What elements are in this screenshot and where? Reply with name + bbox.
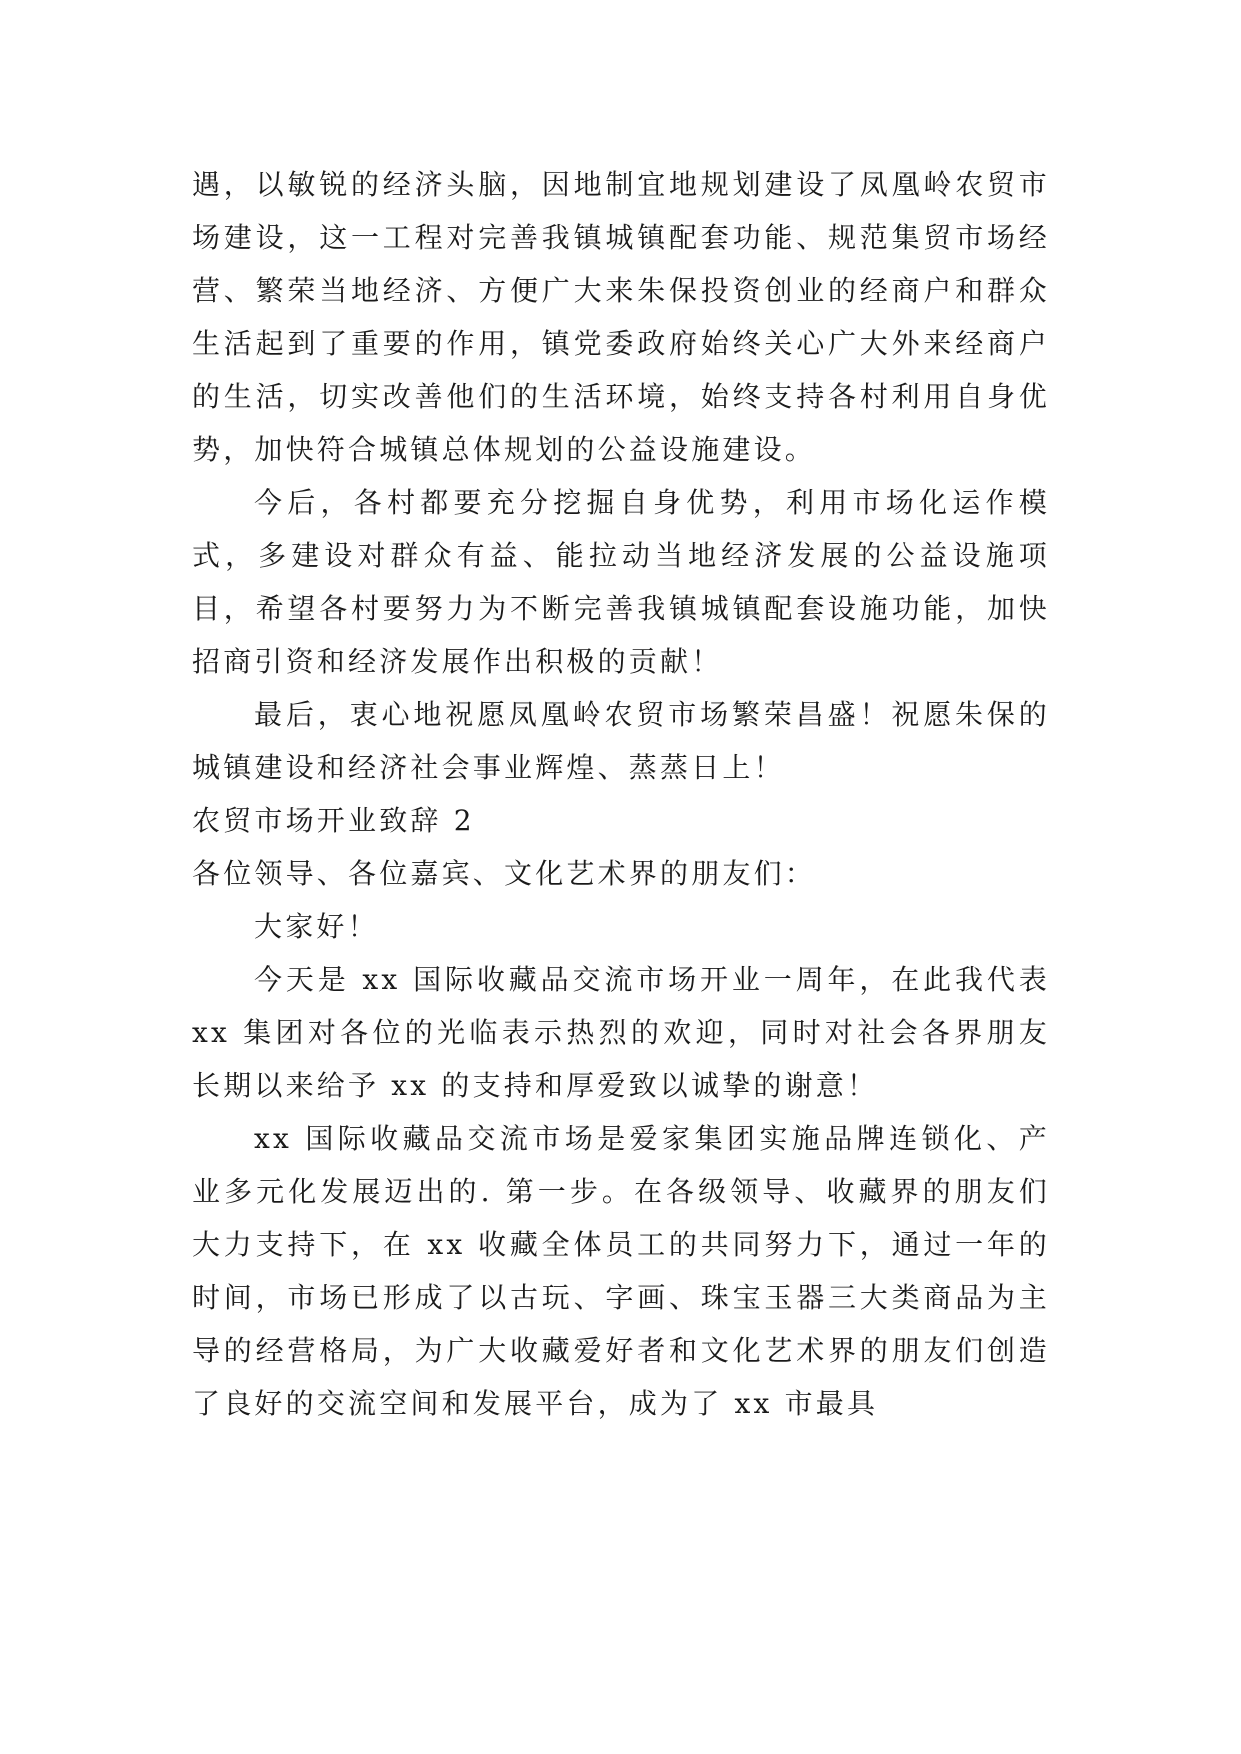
document-body (192, 158, 1050, 1430)
salutation: 各位领导、各位嘉宾、文化艺术界的朋友们： (192, 857, 817, 890)
paragraph-continuation: 遇，以敏锐的经济头脑，因地制宜地规划建设了凤凰岭农贸市场建设，这一工程对完善我镇城镇配套功能、规范集贸市场经营、繁荣当地经济、方便广大来朱保投资创业的经商户和群众生活起到了重要的作用，镇党委政府始终关心广大外来经商户的生活，切实改善他们的生活环境，始终支持各村利用自身优势，加快符合城镇总体规划的公益设施建设。 (192, 168, 1050, 466)
paragraph-anniversary: 今天是 xx 国际收藏品交流市场开业一周年，在此我代表 xx 集团对各位的光临表示热烈的欢迎，同时对社会各界朋友长期以来给予 xx 的支持和厚爱致以诚挚的谢意！ (192, 963, 1050, 1102)
greeting: 大家好！ (254, 910, 379, 943)
paragraph-closing-wishes: 最后，衷心地祝愿凤凰岭农贸市场繁荣昌盛！祝愿朱保的城镇建设和经济社会事业辉煌、蒸蒸日上！ (192, 698, 1050, 784)
paragraph-future-plans: 今后，各村都要充分挖掘自身优势，利用市场化运作模式，多建设对群众有益、能拉动当地经济发展的公益设施项目，希望各村要努力为不断完善我镇城镇配套设施功能，加快招商引资和经济发展作出积极的贡献！ (192, 486, 1050, 678)
section-title: 农贸市场开业致辞 2 (192, 804, 475, 837)
paragraph-market-development: xx 国际收藏品交流市场是爱家集团实施品牌连锁化、产业多元化发展迈出的. 第一步。在各级领导、收藏界的朋友们大力支持下，在 xx 收藏全体员工的共同努力下，通过一年的时间，市场已形成了以古玩、字画、珠宝玉器三大类商品为主导的经营格局，为广大收藏爱好者和文化艺术界的朋友们创造了良好的交流空间和发展平台，成为了 xx 市最具 (192, 1122, 1050, 1420)
